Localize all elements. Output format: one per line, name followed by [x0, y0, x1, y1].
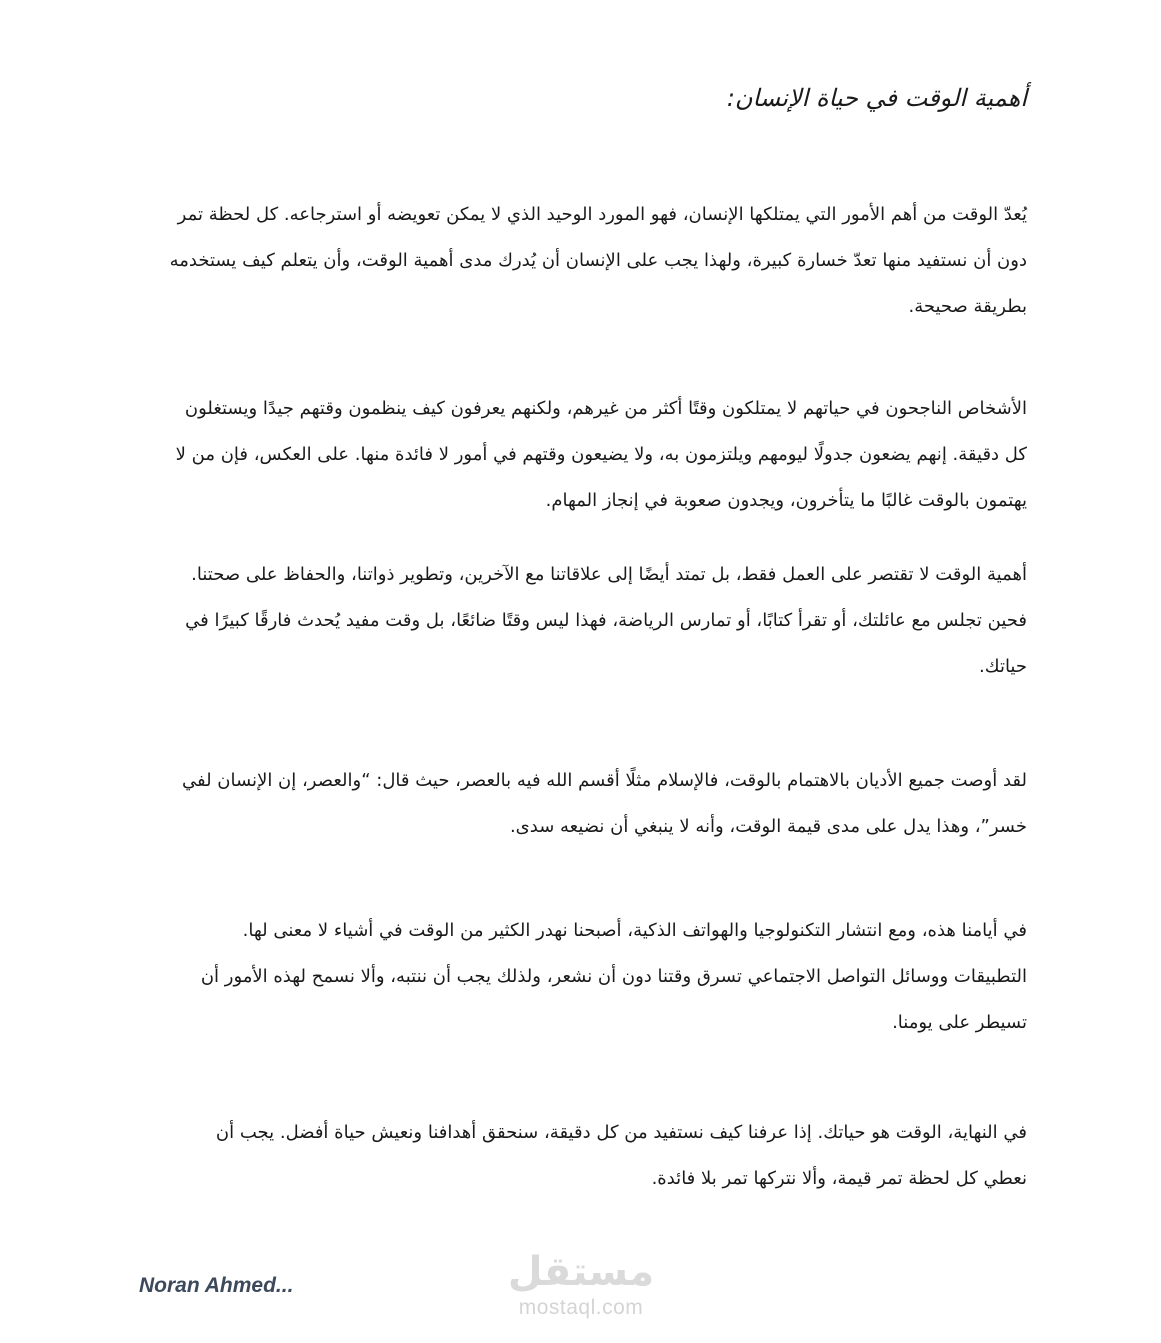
author-signature: Noran Ahmed...: [139, 1274, 294, 1297]
paragraph-intro: يُعدّ الوقت من أهم الأمور التي يمتلكها الإنسان، فهو المورد الوحيد الذي لا يمكن تعويضه أو استرجاعه. كل لحظة تمر دون أن نستفيد منها تعدّ خسارة كبيرة، ولهذا يجب على الإنسان أن يُدرك مدى أهمية الوقت، وأن يتعلم كيف يستخدمه بطريقة صحيحة.: [169, 204, 1027, 317]
watermark-logo-text: مستقل: [507, 1249, 655, 1295]
paragraph-conclusion: في النهاية، الوقت هو حياتك. إذا عرفنا كيف نستفيد من كل دقيقة، سنحقق أهدافنا ونعيش حياة أفضل. يجب أن نعطي كل لحظة تمر قيمة، وألا نتركها تمر بلا فائدة.: [215, 1122, 1027, 1189]
paragraph-technology: في أيامنا هذه، ومع انتشار التكنولوجيا والهواتف الذكية، أصبحنا نهدر الكثير من الوقت في أشياء لا معنى لها. التطبيقات ووسائل التواصل الاجتماعي تسرق وقتنا دون أن نشعر، ولذلك يجب أن ننتبه، وألا نسمح لهذه الأمور أن تسيطر على يومنا.: [200, 920, 1027, 1033]
paragraph-religion: لقد أوصت جميع الأديان بالاهتمام بالوقت، فالإسلام مثلًا أقسم الله فيه بالعصر، حيث قال: “والعصر، إن الإنسان لفي خسر”، وهذا يدل على مدى قيمة الوقت، وأنه لا ينبغي أن نضيعه سدى.: [181, 770, 1027, 837]
paragraph-life-aspects: أهمية الوقت لا تقتصر على العمل فقط، بل تمتد أيضًا إلى علاقاتنا مع الآخرين، وتطوير ذواتنا، والحفاظ على صحتنا. فحين تجلس مع عائلتك، أو تقرأ كتابًا، أو تمارس الرياضة، فهذا ليس وقتًا ضائعًا، بل وقت مفيد يُحدث فارقًا كبيرًا في حياتك.: [185, 564, 1027, 677]
paragraph-successful-people: الأشخاص الناجحون في حياتهم لا يمتلكون وقتًا أكثر من غيرهم، ولكنهم يعرفون كيف ينظمون وقتهم جيدًا ويستغلون كل دقيقة. إنهم يضعون جدولًا ليومهم ويلتزمون به، ولا يضيعون وقتهم في أمور لا فائدة منها. على العكس، فإن من لا يهتمون بالوقت غالبًا ما يتأخرون، ويجدون صعوبة في إنجاز المهام.: [175, 398, 1027, 511]
mostaql-watermark: [498, 1248, 664, 1320]
document-title: أهمية الوقت في حياة الإنسان:: [726, 84, 1027, 112]
watermark-url: mostaql.com: [518, 1296, 644, 1319]
